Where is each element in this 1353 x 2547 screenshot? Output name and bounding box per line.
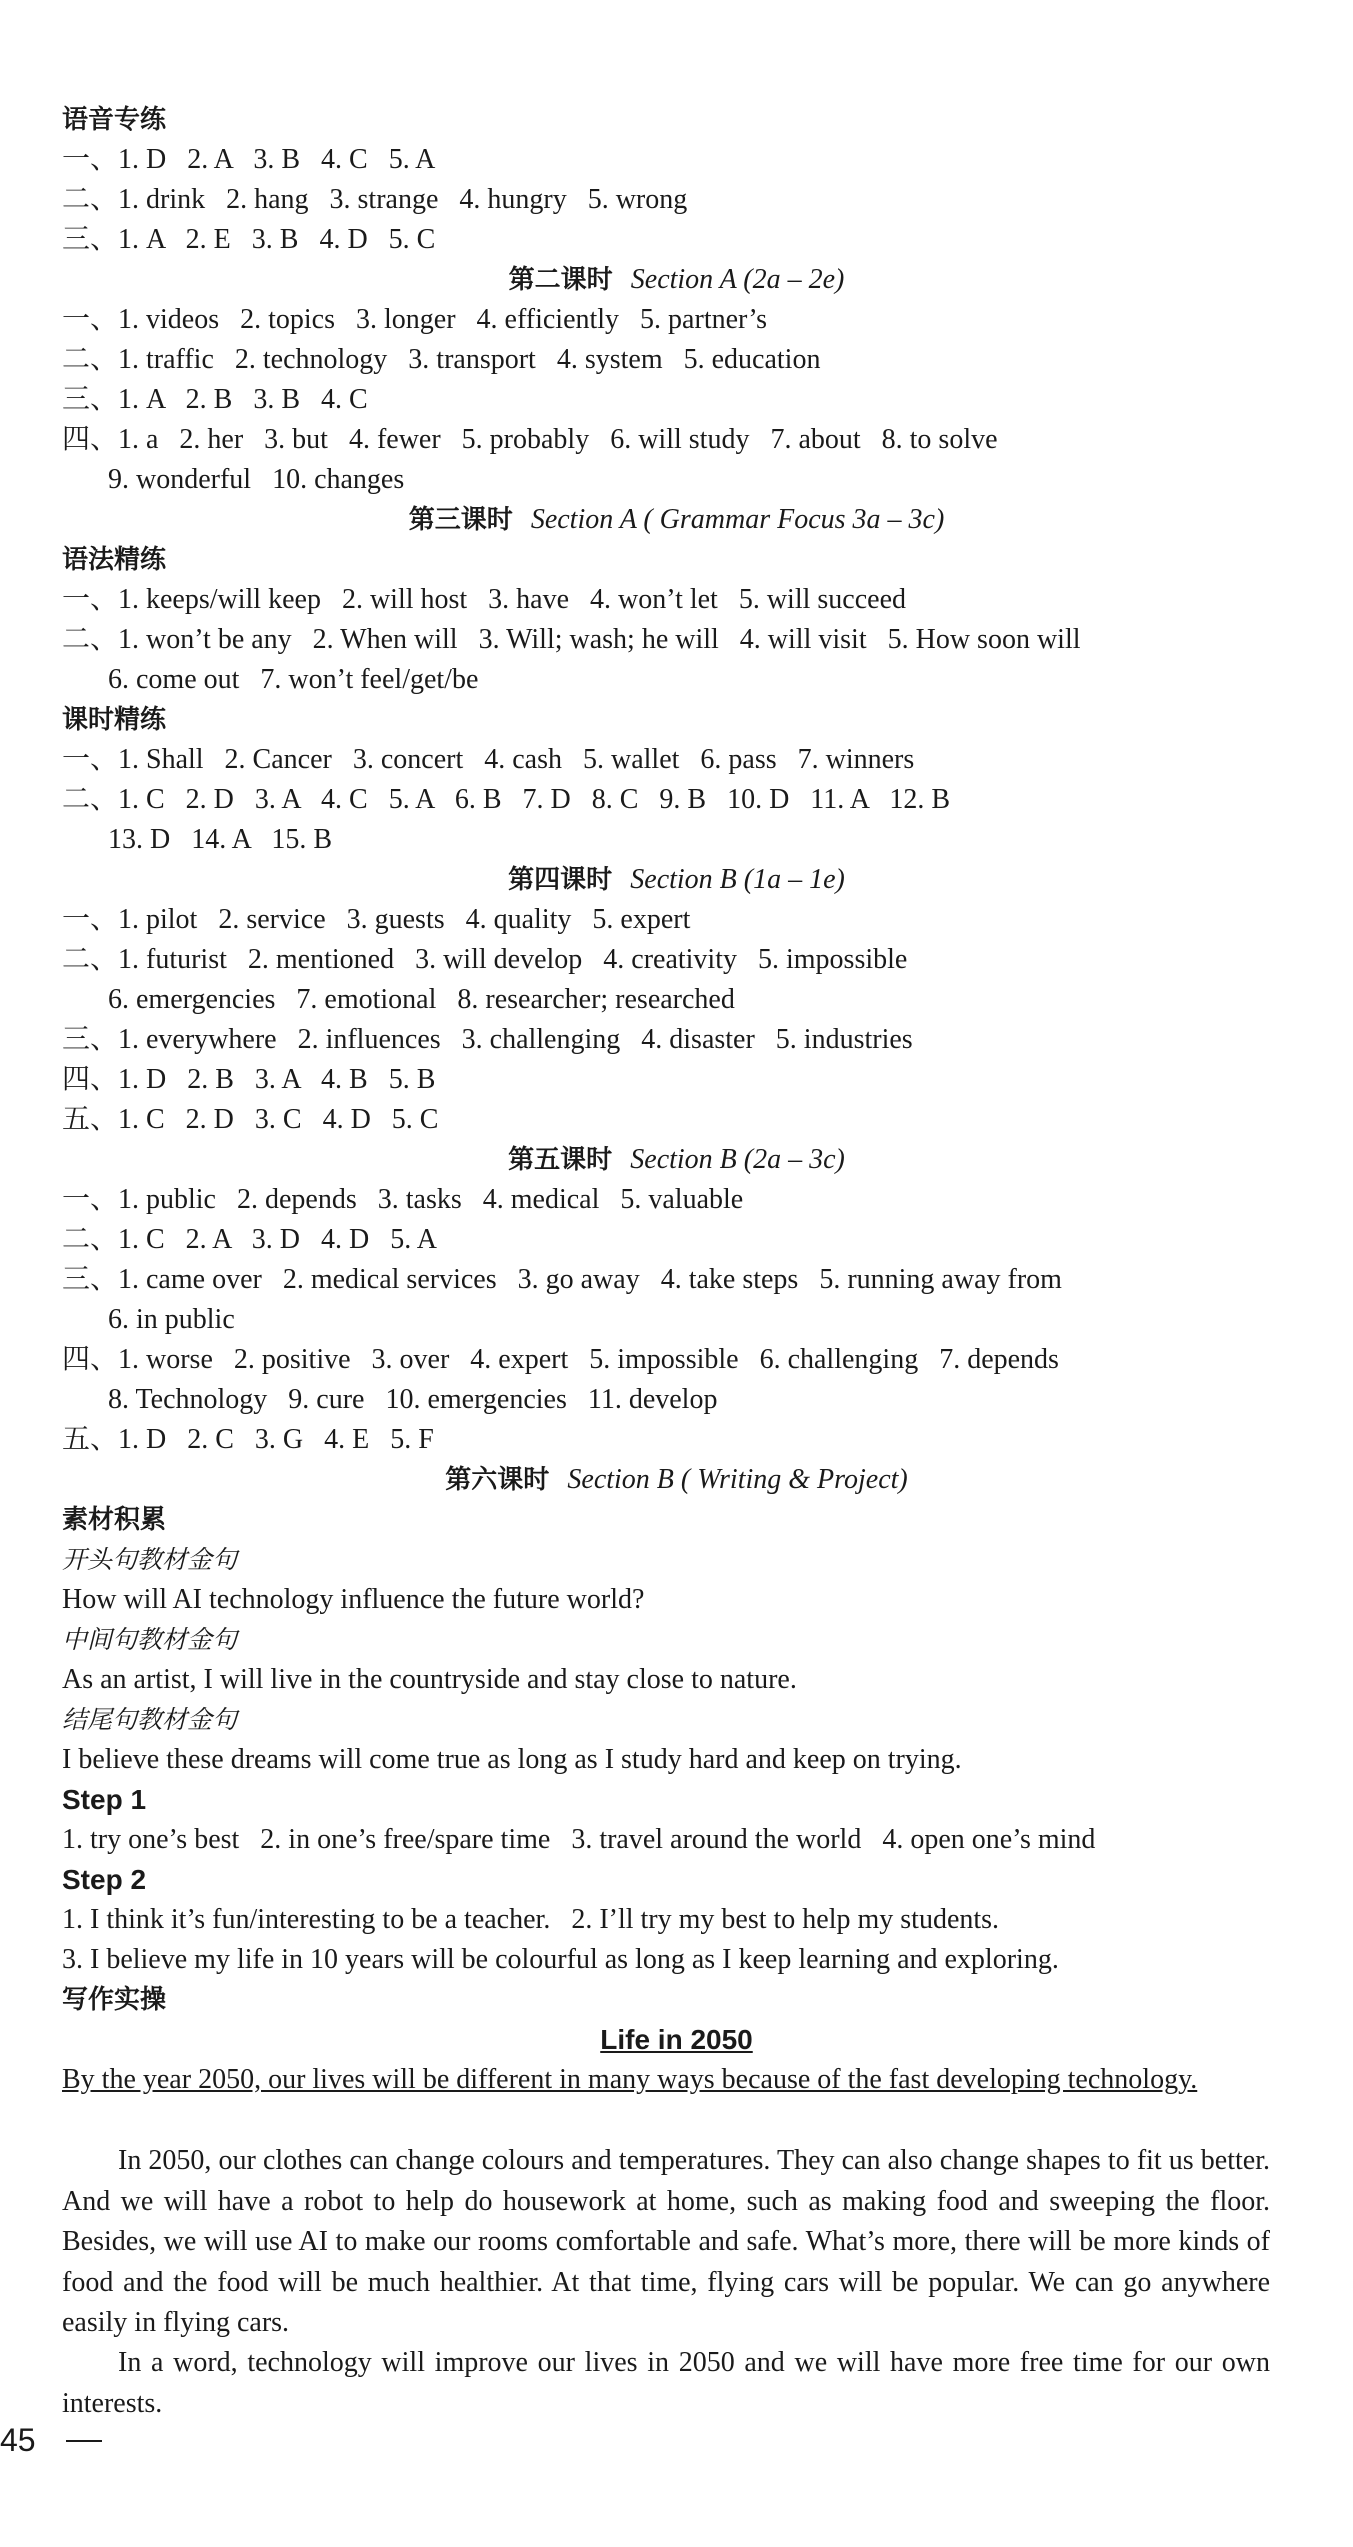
sublabel-opening-sentence: 开头句教材金句 [62,1545,238,1574]
answer-line: 四、1. D 2. B 3. A 4. B 5. B [62,1064,436,1095]
answer-line: 二、1. futurist 2. mentioned 3. will develop 4. creativity 5. impossible [62,944,908,975]
step-2-label: Step 2 [62,1864,147,1895]
answer-line: 三、1. A 2. E 3. B 4. D 5. C [62,224,436,255]
answer-line: 3. I believe my life in 10 years will be colourful as long as I keep learning and exploring. [62,1944,1059,1975]
answer-line: 13. D 14. A 15. B [108,824,333,855]
essay-paragraph-2: In 2050, our clothes can change colours and temperatures. They can also change shapes to fit us better. And we will have a robot to help do housework at home, such as making food and sweeping the floor. Besides, we will use AI to make our rooms comfortable and safe. What’s more, there will be more kinds of food and the food will be much healthier. At that time, flying cars will be popular. We can go anywhere easily in flying cars. [62,2145,1270,2338]
model-sentence: How will AI technology influence the future world? [62,1584,645,1615]
answer-line: 二、1. C 2. D 3. A 4. C 5. A 6. B 7. D 8. C 9. B 10. D 11. A 12. B [62,784,951,815]
lesson-heading-5: 第五课时 Section B (2a – 3c) [508,1144,845,1175]
section-label-writing: 写作实操 [62,1985,167,2015]
lesson-heading-4: 第四课时 Section B (1a – 1e) [508,864,845,895]
answer-line: 6. come out 7. won’t feel/get/be [108,664,479,695]
step-1-label: Step 1 [62,1784,147,1815]
lesson-heading-2: 第二课时 Section A (2a – 2e) [508,264,845,295]
answer-line: 三、1. everywhere 2. influences 3. challenging 4. disaster 5. industries [62,1024,913,1055]
section-label-grammar: 语法精练 [62,545,167,575]
answer-line: 一、1. videos 2. topics 3. longer 4. efficiently 5. partner’s [62,304,768,335]
answer-line: 二、1. won’t be any 2. When will 3. Will; wash; he will 4. will visit 5. How soon will [62,624,1081,655]
answer-line: 五、1. C 2. D 3. C 4. D 5. C [62,1104,439,1135]
section-label-materials: 素材积累 [62,1505,167,1535]
lesson-heading-6: 第六课时 Section B ( Writing & Project) [445,1464,908,1495]
answer-line: 二、1. drink 2. hang 3. strange 4. hungry 5. wrong [62,184,688,215]
answer-line: 一、1. public 2. depends 3. tasks 4. medical 5. valuable [62,1184,744,1215]
answer-line: 1. I think it’s fun/interesting to be a teacher. 2. I’ll try my best to help my students. [62,1904,1000,1935]
sublabel-middle-sentence: 中间句教材金句 [62,1625,238,1654]
answer-line: 6. in public [108,1304,235,1335]
answer-line: 1. try one’s best 2. in one’s free/spare time 3. travel around the world 4. open one’s mind [62,1824,1096,1855]
section-label-practice: 课时精练 [62,705,167,735]
answer-line: 四、1. a 2. her 3. but 4. fewer 5. probably 6. will study 7. about 8. to solve [62,424,998,455]
answer-line: 二、1. traffic 2. technology 3. transport 4. system 5. education [62,344,821,375]
section-label-pronunciation: 语音专练 [62,105,167,135]
essay-paragraph-3: In a word, technology will improve our lives in 2050 and we will have more free time for our own interests. [62,2347,1270,2419]
answer-line: 9. wonderful 10. changes [108,464,405,495]
answer-line: 三、1. A 2. B 3. B 4. C [62,384,368,415]
lesson-heading-3: 第三课时 Section A ( Grammar Focus 3a – 3c) [408,504,945,535]
answer-line: 一、1. pilot 2. service 3. guests 4. quality 5. expert [62,904,691,935]
answer-line: 一、1. D 2. A 3. B 4. C 5. A [62,144,436,175]
answer-line: 四、1. worse 2. positive 3. over 4. expert 5. impossible 6. challenging 7. depends [62,1344,1059,1375]
essay-paragraph-1: By the year 2050, our lives will be different in many ways because of the fast developing technology. [62,2064,1198,2095]
sublabel-ending-sentence: 结尾句教材金句 [62,1705,238,1734]
answer-line: 8. Technology 9. cure 10. emergencies 11. develop [108,1384,718,1415]
answer-line: 一、1. Shall 2. Cancer 3. concert 4. cash 5. wallet 6. pass 7. winners [62,744,915,775]
answer-line: 五、1. D 2. C 3. G 4. E 5. F [62,1424,434,1455]
model-sentence: As an artist, I will live in the countryside and stay close to nature. [62,1664,797,1695]
essay-title: Life in 2050 [600,2024,753,2055]
answer-line: 6. emergencies 7. emotional 8. researcher; researched [108,984,735,1015]
answer-line: 二、1. C 2. A 3. D 4. D 5. A [62,1224,437,1255]
page-number-dash [66,2440,102,2442]
answer-line: 三、1. came over 2. medical services 3. go away 4. take steps 5. running away from [62,1264,1062,1295]
page-number: 45 [0,2422,36,2458]
answer-line: 一、1. keeps/will keep 2. will host 3. have 4. won’t let 5. will succeed [62,584,907,615]
model-sentence: I believe these dreams will come true as long as I study hard and keep on trying. [62,1744,962,1775]
